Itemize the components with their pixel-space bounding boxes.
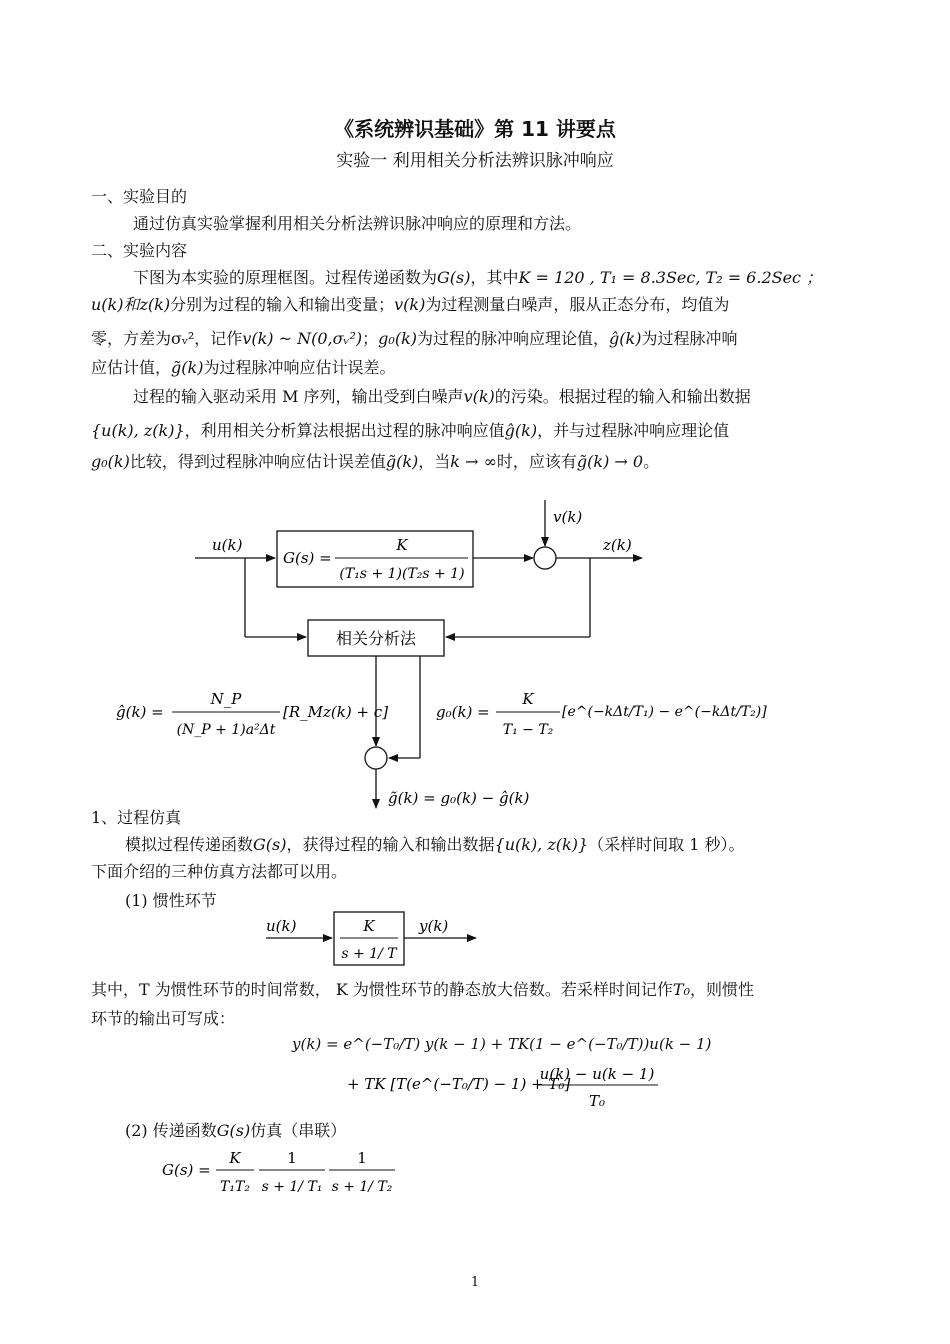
text: 为过程脉冲响 bbox=[641, 329, 738, 348]
noise-label: v(k) bbox=[553, 508, 583, 526]
text: 模拟过程传递函数 bbox=[125, 835, 254, 854]
formula: g₀(k) bbox=[91, 452, 130, 471]
text: 下图为本实验的原理框图。过程传递函数为 bbox=[133, 268, 438, 287]
formula: g̃(k) bbox=[171, 358, 204, 377]
text: 零，方差为σᵥ²，记作 bbox=[91, 329, 243, 348]
principle-block-diagram bbox=[0, 490, 950, 820]
ghat-formula-num: N_P bbox=[210, 690, 242, 708]
error-junction bbox=[365, 747, 387, 769]
section-heading-content: 二、实验内容 bbox=[91, 241, 188, 260]
eq2-f2-den: s + 1/ T₁ bbox=[261, 1179, 323, 1195]
simulation-paragraph-line-2: 下面介绍的三种仿真方法都可以用。 bbox=[91, 862, 348, 881]
formula: u(k)和z(k) bbox=[91, 295, 171, 314]
formula: T₀ bbox=[672, 980, 690, 999]
text: ，获得过程的输入和输出数据 bbox=[286, 835, 495, 854]
eq1-line-2-lhs: + TK [T(e^(−T₀/T) − 1) + T₀] bbox=[347, 1075, 571, 1093]
inertial-text-line-2: 环节的输出可写成： bbox=[91, 1009, 236, 1028]
inertial-den: s + 1/ T bbox=[341, 946, 397, 962]
eq2-f1-num: K bbox=[229, 1149, 241, 1167]
method-1-heading: (1) 惯性环节 bbox=[125, 891, 217, 910]
inertial-num: K bbox=[363, 917, 375, 935]
g0-formula-lhs: g₀(k) = bbox=[436, 703, 490, 721]
paragraph-1-line-1 bbox=[133, 265, 822, 288]
correlation-box-label: 相关分析法 bbox=[335, 629, 417, 648]
formula: ĝ(k) bbox=[609, 329, 642, 348]
ghat-formula-den: (N_P + 1)a²Δt bbox=[176, 722, 276, 738]
text: 其中，T 为惯性环节的时间常数， K 为惯性环节的静态放大倍数。若采样时间记作 bbox=[91, 980, 673, 999]
formula: v(k) bbox=[463, 387, 495, 406]
plant-num: K bbox=[396, 536, 408, 554]
text: （采样时间取 1 秒）。 bbox=[588, 835, 745, 854]
text: ，利用相关分析算法根据出过程的脉冲响应值 bbox=[184, 421, 505, 440]
simulation-paragraph-line-1 bbox=[125, 832, 745, 855]
error-equation: g̃(k) = g₀(k) − ĝ(k) bbox=[388, 789, 530, 807]
formula: g̃(k) bbox=[385, 452, 419, 471]
output-label: z(k) bbox=[603, 536, 632, 554]
paragraph-2-line-2 bbox=[91, 418, 729, 441]
input-label: u(k) bbox=[212, 536, 243, 554]
inertial-element-diagram bbox=[0, 905, 950, 975]
g0-formula-num: K bbox=[522, 690, 534, 708]
formula: v(k) bbox=[394, 295, 426, 314]
formula: {u(k), z(k)} bbox=[91, 421, 185, 440]
paragraph-1-line-3 bbox=[91, 326, 737, 349]
paragraph-1-line-4 bbox=[91, 355, 395, 378]
inertial-equation-line-1: y(k) = e^(−T₀/T) y(k − 1) + TK(1 − e^(−T₀/T))u(k − 1) bbox=[292, 1035, 712, 1053]
text: ，则惯性 bbox=[689, 980, 754, 999]
formula: v(k) ~ N(0,σᵥ²) bbox=[242, 329, 363, 348]
text: (2) 传递函数 bbox=[125, 1121, 217, 1140]
text: 的污染。根据过程的输入和输出数据 bbox=[494, 387, 751, 406]
text: 应估计值， bbox=[91, 358, 172, 377]
formula: g₀(k) bbox=[378, 329, 418, 348]
text: 过程的输入驱动采用 M 序列，输出受到白噪声 bbox=[133, 387, 464, 406]
text: 。 bbox=[643, 452, 660, 471]
inertial-equation-line-2 bbox=[0, 1058, 950, 1120]
page-number: 1 bbox=[470, 1275, 480, 1290]
eq2-f3-num: 1 bbox=[357, 1149, 367, 1167]
paragraph-2-line-3 bbox=[91, 449, 659, 472]
eq2-f3-den: s + 1/ T₂ bbox=[331, 1179, 393, 1195]
page-title: 《系统辨识基础》第 11 讲要点 bbox=[334, 117, 616, 141]
sum-junction bbox=[534, 547, 556, 569]
page-subtitle: 实验一 利用相关分析法辨识脉冲响应 bbox=[336, 151, 614, 171]
paragraph-2-line-1 bbox=[133, 384, 751, 407]
eq2-f1-den: T₁T₂ bbox=[220, 1179, 250, 1195]
text: 时，应该有 bbox=[496, 452, 577, 471]
formula: G(s) bbox=[253, 835, 287, 854]
method-2-heading bbox=[125, 1118, 346, 1141]
ghat-formula-rhs: [R_Mz(k) + c] bbox=[283, 703, 389, 721]
text: 为过程的脉冲响应理论值， bbox=[417, 329, 610, 348]
section-heading-objective: 一、实验目的 bbox=[91, 187, 188, 206]
formula: g̃(k) → 0 bbox=[576, 452, 644, 471]
eq2-f2-num: 1 bbox=[287, 1149, 297, 1167]
series-transfer-function-equation bbox=[0, 1142, 950, 1212]
eq1-line-2-num: u(k) − u(k − 1) bbox=[539, 1065, 655, 1083]
text: ，当 bbox=[418, 452, 451, 471]
text: 为过程脉冲响应估计误差。 bbox=[203, 358, 396, 377]
text: 分别为过程的输入和输出变量； bbox=[170, 295, 395, 314]
formula: {u(k), z(k)} bbox=[494, 835, 589, 854]
inertial-output-label: y(k) bbox=[419, 917, 449, 935]
inertial-input-label: u(k) bbox=[266, 917, 297, 935]
inertial-text-line-1 bbox=[91, 977, 754, 1000]
text: ，其中 bbox=[470, 268, 519, 287]
g0-formula-den: T₁ − T₂ bbox=[502, 722, 554, 738]
text: ，并与过程脉冲响应理论值 bbox=[537, 421, 730, 440]
formula: K = 120 , T₁ = 8.3Sec, T₂ = 6.2Sec ； bbox=[518, 268, 823, 287]
eq2-lhs: G(s) = bbox=[162, 1161, 211, 1179]
formula: k → ∞ bbox=[450, 452, 497, 471]
ghat-formula-lhs: ĝ(k) = bbox=[116, 703, 164, 721]
text: 仿真（串联） bbox=[250, 1121, 347, 1140]
eq1-line-2-den: T₀ bbox=[588, 1092, 606, 1110]
plant-den: (T₁s + 1)(T₂s + 1) bbox=[339, 566, 465, 582]
g0-formula-rhs: [e^(−kΔt/T₁) − e^(−kΔt/T₂)] bbox=[562, 704, 767, 720]
formula: G(s) bbox=[216, 1121, 251, 1140]
formula: G(s) bbox=[437, 268, 471, 287]
text: 为过程测量白噪声，服从正态分布，均值为 bbox=[425, 295, 730, 314]
text: ； bbox=[362, 329, 379, 348]
paragraph-1-line-2 bbox=[91, 292, 729, 315]
text: 比较，得到过程脉冲响应估计误差值 bbox=[129, 452, 386, 471]
section-heading-simulation: 1、过程仿真 bbox=[91, 808, 182, 827]
formula: ĝ(k) bbox=[504, 421, 538, 440]
objective-text: 通过仿真实验掌握利用相关分析法辨识脉冲响应的原理和方法。 bbox=[133, 214, 582, 233]
plant-lhs: G(s) = bbox=[283, 549, 332, 567]
